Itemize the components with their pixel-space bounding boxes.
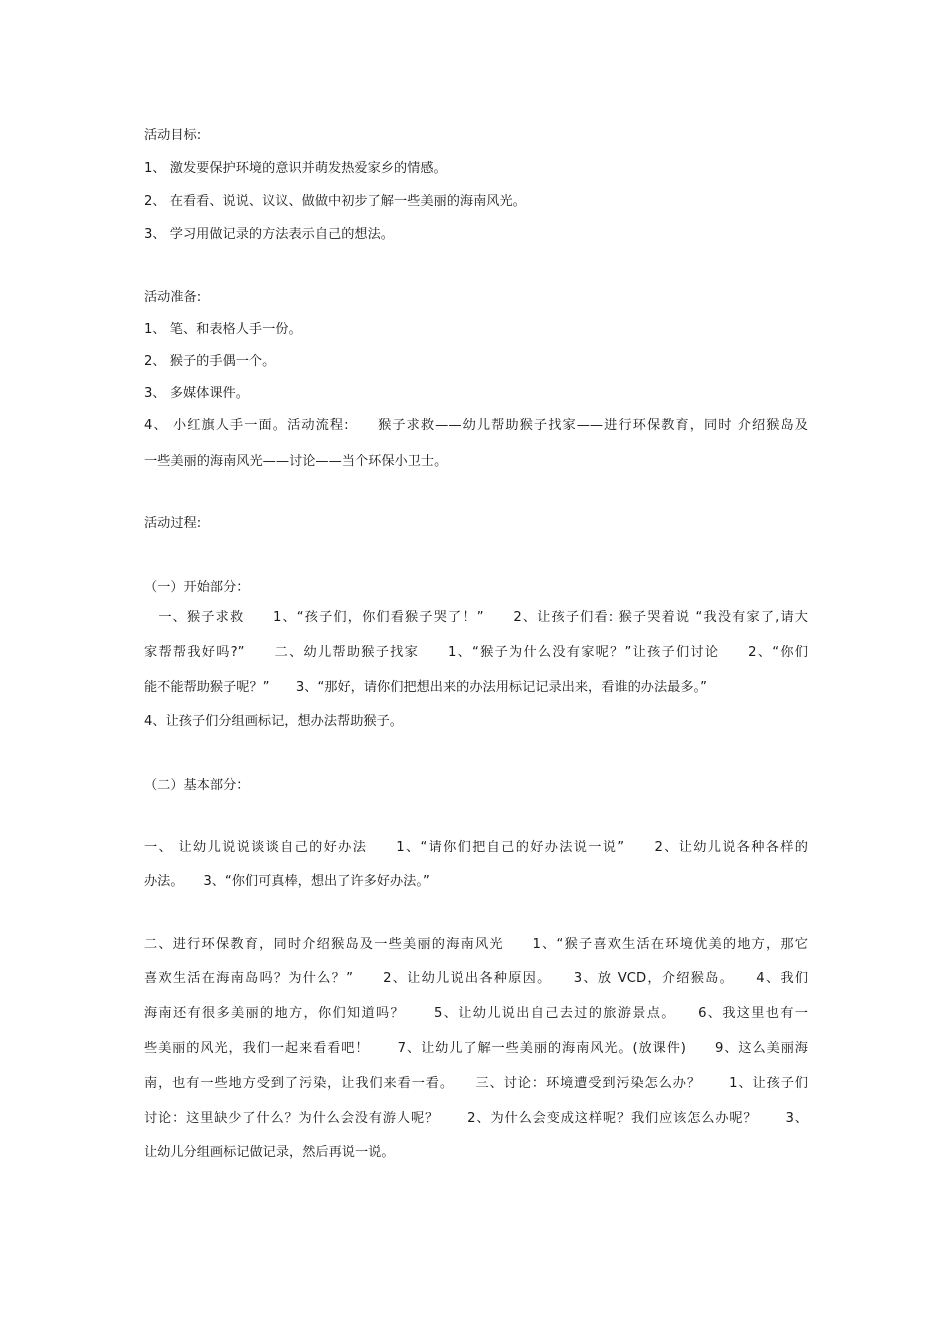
prep-item: 3、 多媒体课件。 [144,386,249,401]
goal-item: 1、 激发要保护环境的意识并萌发热爱家乡的情感。 [144,161,447,176]
prep-item-continuation: 一些美丽的海南风光——讨论——当个环保小卫士。 [144,454,448,469]
goal-item: 2、 在看看、说说、议议、做做中初步了解一些美丽的海南风光。 [144,194,526,209]
part1-paragraph-line: 家帮帮我好吗?” 二、幼儿帮助猴子找家 1、“猴子为什么没有家呢？”让孩子们讨论 2、“你们 [144,645,808,660]
goal-item: 3、 学习用做记录的方法表示自己的想法。 [144,227,394,242]
part2-heading: （二）基本部分： [144,778,250,793]
part2-paragraph-line: 海南还有很多美丽的地方，你们知道吗？ 5、让幼儿说出自己去过的旅游景点。 6、我这里也有一 [144,1006,808,1021]
prep-item: 1、 笔、和表格人手一份。 [144,322,302,337]
part2-paragraph-line: 办法。 3、“你们可真棒，想出了许多好办法。” [144,874,430,889]
part2-paragraph-line: 些美丽的风光，我们一起来看看吧！ 7、让幼儿了解一些美丽的海南风光。(放课件) 9、这么美丽海 [144,1041,808,1056]
part2-paragraph-line: 一、 让幼儿说说谈谈自己的好办法 1、“请你们把自己的好办法说一说” 2、让幼儿说各种各样的 [144,840,808,855]
prep-item: 2、 猴子的手偶一个。 [144,354,276,369]
part1-paragraph-line: 能不能帮助猴子呢？” 3、“那好，请你们把想出来的办法用标记记录出来，看谁的办法最多。” [144,680,707,695]
goals-heading: 活动目标: [144,128,202,143]
prep-item: 4、 小红旗人手一面。活动流程: 猴子求救——幼儿帮助猴子找家——进行环保教育，同时 介绍猴岛及 [144,418,808,433]
part1-paragraph-line: 4、让孩子们分组画标记，想办法帮助猴子。 [144,714,403,729]
part2-paragraph-line: 南，也有一些地方受到了污染，让我们来看一看。 三、讨论：环境遭受到污染怎么办？ 1、让孩子们 [144,1076,808,1091]
part2-paragraph-line: 喜欢生活在海南岛吗？为什么？” 2、让幼儿说出各种原因。 3、放 VCD，介绍猴岛。 4、我们 [144,971,808,986]
prep-heading: 活动准备: [144,290,202,305]
part1-heading: （一）开始部分： [144,580,250,595]
part2-paragraph-line: 让幼儿分组画标记做记录，然后再说一说。 [144,1145,395,1160]
part2-paragraph-line: 二、进行环保教育，同时介绍猴岛及一些美丽的海南风光 1、“猴子喜欢生活在环境优美的地方，那它 [144,937,808,952]
process-heading: 活动过程: [144,516,202,531]
part1-paragraph-line: 一、猴子求救 1、“孩子们，你们看猴子哭了！” 2、让孩子们看: 猴子哭着说 “我没有家了,请大 [144,610,808,625]
part2-paragraph-line: 讨论：这里缺少了什么？为什么会没有游人呢？ 2、为什么会变成这样呢？我们应该怎么办呢？ 3、 [144,1111,808,1126]
